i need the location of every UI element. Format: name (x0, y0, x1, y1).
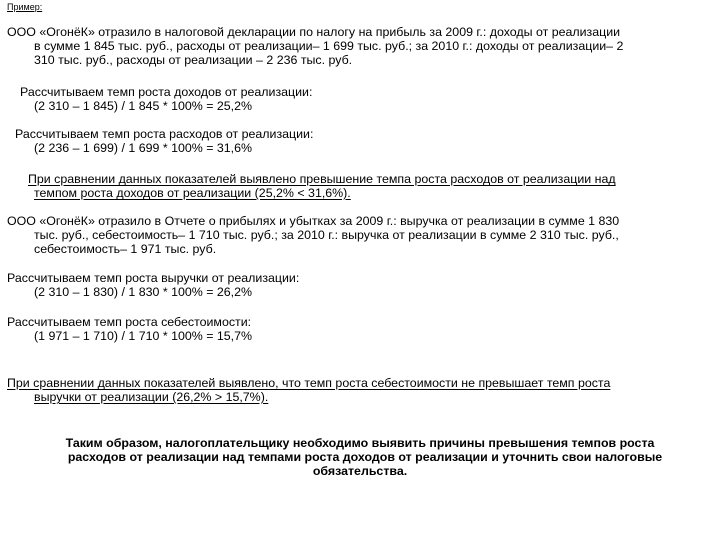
paragraph-line: ООО «ОгонёК» отразило в Отчете о прибылях и убытках за 2009 г.: выручка от реализации в сумме 1 830 (7, 214, 620, 228)
paragraph-line: ООО «ОгонёК» отразило в налоговой декларации по налогу на прибыль за 2009 г.: доходы от реализации (7, 25, 621, 39)
comparison-line: темпом роста доходов от реализации (25,2% < 31,6%). (34, 186, 351, 200)
paragraph-line: 310 тыс. руб., расходы от реализации – 2 236 тыс. руб. (34, 53, 353, 67)
calc-formula: (2 236 – 1 699) / 1 699 * 100% = 31,6% (34, 141, 253, 155)
comparison-line: При сравнении данных показателей выявлено, что темп роста себестоимости не превышает темп роста (7, 376, 611, 390)
calc-heading: Рассчитываем темп роста выручки от реализации: (7, 271, 300, 285)
example-label: Пример: (7, 2, 43, 12)
comparison-expense-income (28, 172, 616, 200)
calc-heading: Рассчитываем темп роста расходов от реализации: (15, 127, 314, 141)
comparison-cost-revenue (7, 376, 610, 404)
comparison-line: При сравнении данных показателей выявлено превышение темпа роста расходов от реализации над (28, 172, 616, 186)
calc-heading: Рассчитываем темп роста себестоимости: (7, 315, 252, 329)
calc-cost-growth (7, 315, 252, 343)
calc-revenue-growth (7, 271, 299, 299)
paragraph-declaration (7, 25, 623, 67)
calc-expense-growth (15, 127, 313, 155)
conclusion-line: расходов от реализации над темпами роста доходов от реализации и уточнить свои налоговые (67, 450, 663, 464)
calc-formula: (2 310 – 1 845) / 1 845 * 100% = 25,2% (34, 99, 253, 113)
conclusion-line: Таким образом, налогоплательщику необходимо выявить причины превышения темпов роста (65, 436, 655, 450)
calc-formula: (1 971 – 1 710) / 1 710 * 100% = 15,7% (34, 329, 253, 343)
paragraph-profit-report (7, 214, 619, 256)
comparison-line: выручки от реализации (26,2% > 15,7%). (34, 390, 269, 404)
paragraph-line: себестоимость– 1 971 тыс. руб. (34, 242, 217, 256)
calc-formula: (2 310 – 1 830) / 1 830 * 100% = 26,2% (34, 285, 253, 299)
calc-income-growth (20, 85, 312, 113)
conclusion-line: обязательства. (312, 464, 408, 478)
paragraph-line: в сумме 1 845 тыс. руб., расходы от реализации– 1 699 тыс. руб.; за 2010 г.: доходы от реализации– 2 (34, 39, 624, 53)
paragraph-line: тыс. руб., себестоимость– 1 710 тыс. руб.; за 2010 г.: выручка от реализации в сумме 2 310 тыс. руб., (34, 228, 619, 242)
calc-heading: Рассчитываем темп роста доходов от реализации: (20, 85, 313, 99)
conclusion (0, 436, 720, 478)
